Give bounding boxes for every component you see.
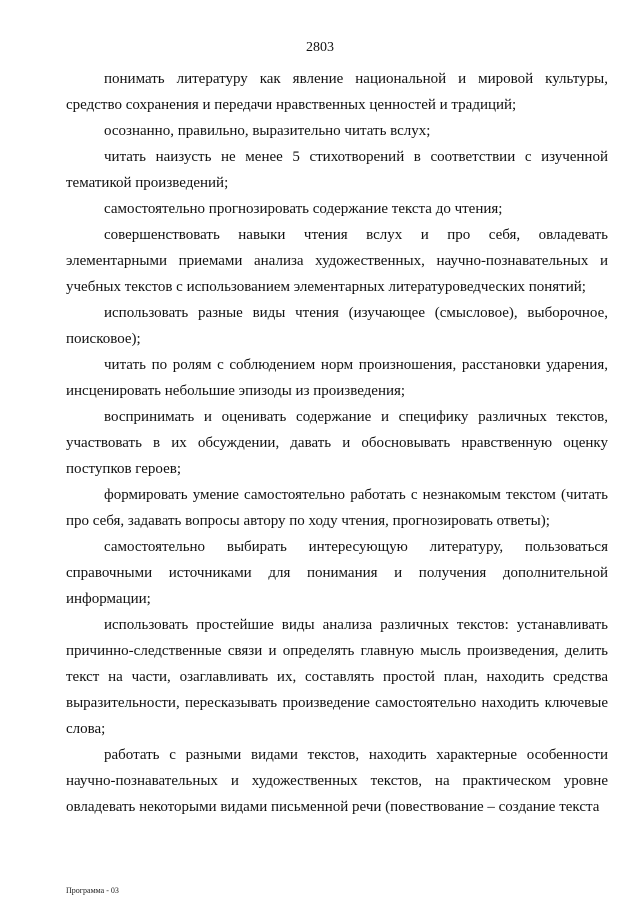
paragraph: самостоятельно выбирать интересующую литературу, пользоваться справочными источниками для понимания и получения дополнительной информации; <box>66 539 608 607</box>
paragraph: самостоятельно прогнозировать содержание текста до чтения; <box>104 201 503 217</box>
paragraph: читать наизусть не менее 5 стихотворений в соответствии с изученной тематикой произведений; <box>66 149 608 191</box>
paragraph: осознанно, правильно, выразительно читать вслух; <box>104 123 431 139</box>
paragraph: использовать разные виды чтения (изучающее (смысловое), выборочное, поисковое); <box>66 305 608 347</box>
paragraph: совершенствовать навыки чтения вслух и про себя, овладевать элементарными приемами анализа художественных, научно-познавательных и учебных текстов с использованием элементарных литературоведческих понятий; <box>66 227 608 295</box>
page-number: 2803 <box>306 40 334 55</box>
paragraph: читать по ролям с соблюдением норм произношения, расстановки ударения, инсценировать небольшие эпизоды из произведения; <box>66 357 608 399</box>
paragraph: формировать умение самостоятельно работать с незнакомым текстом (читать про себя, задавать вопросы автору по ходу чтения, прогнозировать ответы); <box>66 487 608 529</box>
paragraph: использовать простейшие виды анализа различных текстов: устанавливать причинно-следственные связи и определять главную мысль произведения, делить текст на части, озаглавливать их, составлять простой план, находить средства выразительности, пересказывать произведение самостоятельно находить ключевые слова; <box>66 617 608 737</box>
paragraph: понимать литературу как явление национальной и мировой культуры, средство сохранения и передачи нравственных ценностей и традиций; <box>66 71 608 113</box>
paragraph: работать с разными видами текстов, находить характерные особенности научно-познавательных и художественных текстов, на практическом уровне овладевать некоторыми видами письменной речи (повествование – создание текста <box>66 747 608 815</box>
paragraph: воспринимать и оценивать содержание и специфику различных текстов, участвовать в их обсуждении, давать и обосновывать нравственную оценку поступков героев; <box>66 409 608 477</box>
body-text <box>66 66 608 820</box>
footer-label: Программа - 03 <box>66 886 119 895</box>
